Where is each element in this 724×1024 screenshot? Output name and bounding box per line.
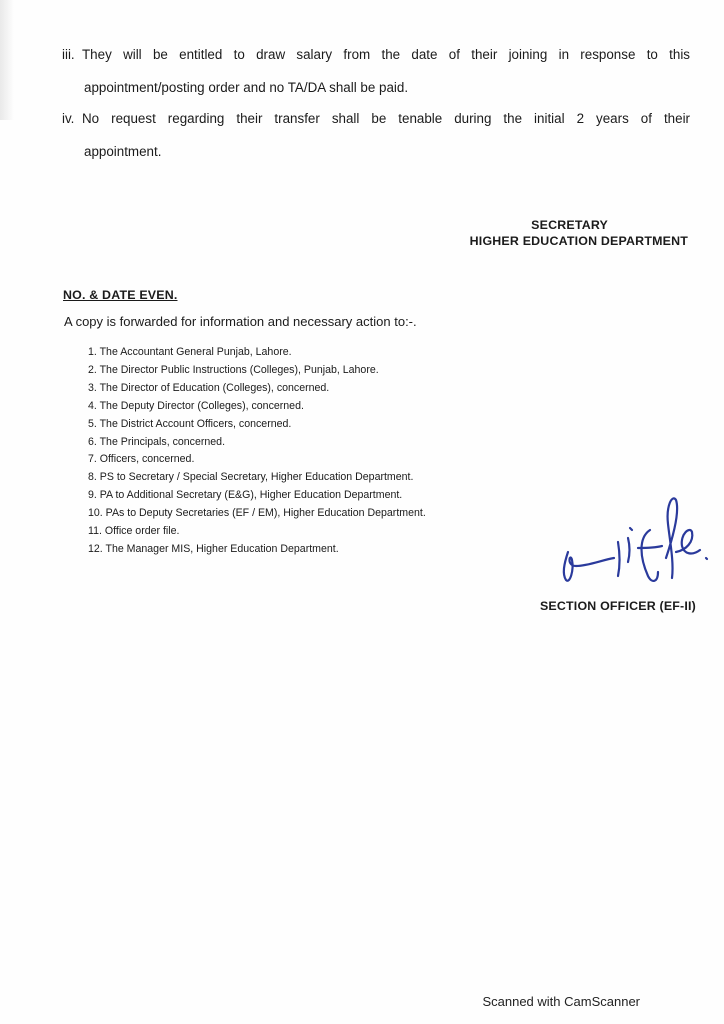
list-item: 4. The Deputy Director (Colleges), concerned. bbox=[88, 399, 304, 412]
handwritten-signature bbox=[554, 492, 714, 592]
secretary-signature-block bbox=[470, 217, 688, 249]
clause-iii-continuation: appointment/posting order and no TA/DA shall be paid. bbox=[84, 80, 409, 95]
clause-iv-first-line bbox=[62, 102, 690, 135]
list-item: 12. The Manager MIS, Higher Education Department. bbox=[88, 542, 339, 555]
clause-iv-number: iv. bbox=[62, 111, 75, 126]
list-item: 7. Officers, concerned. bbox=[88, 453, 195, 466]
list-item: 11. Office order file. bbox=[88, 525, 180, 538]
list-item: 1. The Accountant General Punjab, Lahore. bbox=[88, 346, 292, 358]
clause-iii-text: They will be entitled to draw salary from the date of their joining in response to this bbox=[82, 47, 690, 62]
list-item: 5. The District Account Officers, concerned. bbox=[88, 417, 292, 430]
list-item: 10. PAs to Deputy Secretaries (EF / EM), Higher Education Department. bbox=[88, 507, 426, 520]
list-item: 6. The Principals, concerned. bbox=[88, 435, 226, 448]
distribution-heading: NO. & DATE EVEN. bbox=[63, 288, 178, 302]
secretary-title: SECRETARY bbox=[531, 218, 608, 232]
clause-iii-number: iii. bbox=[62, 47, 75, 62]
secretary-department: HIGHER EDUCATION DEPARTMENT bbox=[469, 234, 688, 248]
clause-iii-first-line bbox=[62, 38, 690, 71]
clause-iv-text: No request regarding their transfer shall be tenable during the initial 2 years of their bbox=[82, 111, 690, 126]
list-item: 2. The Director Public Instructions (Colleges), Punjab, Lahore. bbox=[88, 363, 379, 376]
clause-iv-continuation: appointment. bbox=[84, 144, 162, 159]
distribution-list bbox=[88, 344, 426, 559]
section-officer-title: SECTION OFFICER (EF-II) bbox=[539, 599, 696, 613]
list-item: 9. PA to Additional Secretary (E&G), Higher Education Department. bbox=[88, 489, 403, 502]
scan-shadow bbox=[0, 0, 14, 120]
clause-iv bbox=[62, 102, 690, 168]
distribution-intro: A copy is forwarded for information and necessary action to:-. bbox=[64, 314, 417, 329]
clause-iii bbox=[62, 38, 690, 104]
list-item: 8. PS to Secretary / Special Secretary, Higher Education Department. bbox=[88, 471, 414, 484]
list-item: 3. The Director of Education (Colleges), concerned. bbox=[88, 381, 330, 394]
scanner-watermark: Scanned with CamScanner bbox=[482, 994, 640, 1009]
